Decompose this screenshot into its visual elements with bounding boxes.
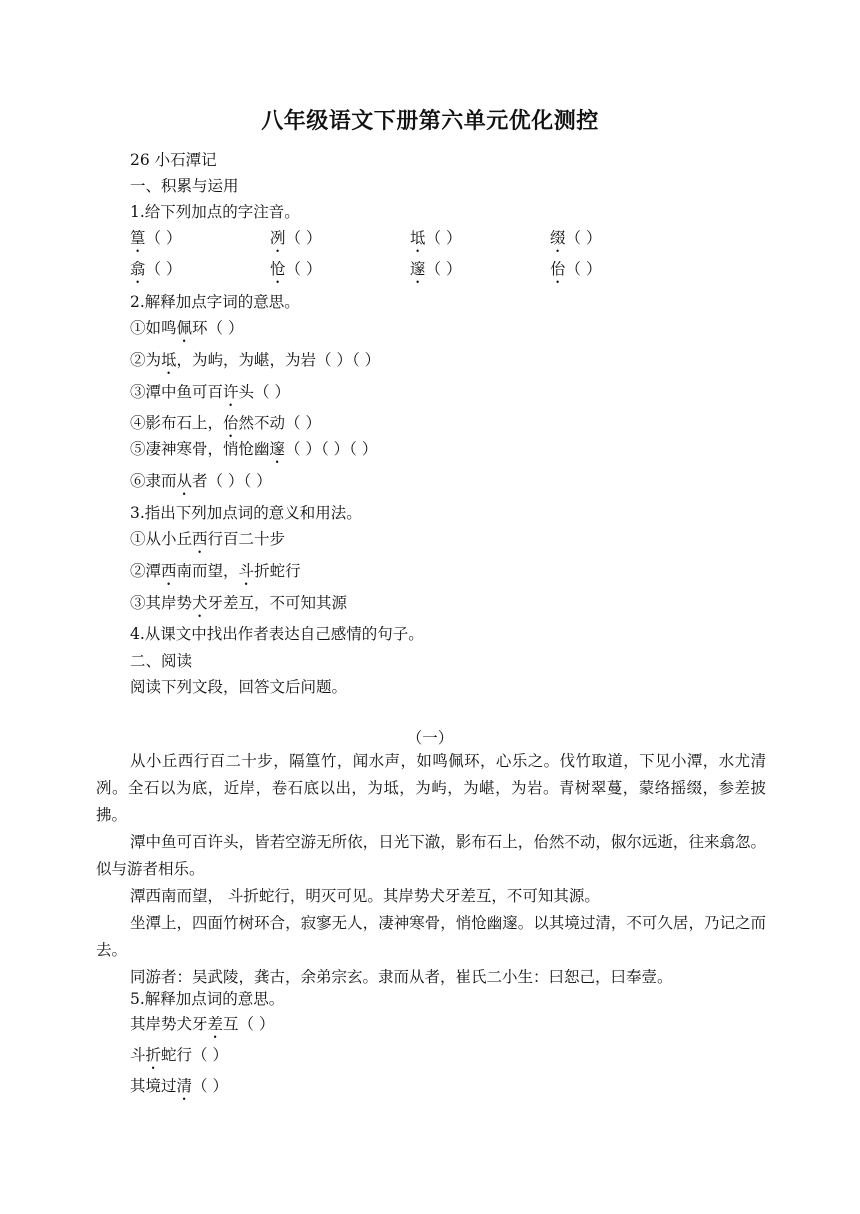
question-2-item: ⑤凄神寒骨，悄怆幽邃（ ）（ ）（ ） (130, 440, 378, 458)
question-3-prompt: 3.指出下列加点词的意义和用法。 (130, 504, 362, 522)
dotted-char: 坻 (410, 229, 426, 247)
question-2-item: ①如鸣佩环（ ） (130, 319, 244, 337)
answer-blank: （ ） (425, 229, 462, 247)
dotted-char: 邃 (269, 440, 286, 458)
dotted-char: 西 (161, 562, 177, 580)
pinyin-item (550, 259, 601, 287)
dotted-char: 许 (223, 383, 239, 401)
dotted-char: 缀 (550, 229, 566, 247)
dotted-char: 折 (145, 1046, 162, 1064)
passage-paragraph: 潭西南而望， 斗折蛇行，明灭可见。其岸势犬牙差互，不可知其源。 (130, 887, 600, 905)
answer-blank: （ ） (285, 229, 322, 247)
answer-blank: （ ） (145, 260, 182, 278)
answer-blank: （ ） (145, 229, 182, 247)
dotted-char: 佩 (176, 319, 193, 337)
pinyin-item (130, 228, 181, 256)
passage-paragraph: 从小丘西行百二十步，隔篁竹，闻水声，如鸣佩环，心乐之。伐竹取道，下见小潭，水尤清冽。全石以为底，近岸，卷石底以出，为坻，为屿，为嵁，为岩。青树翠蔓，蒙络摇缀，参差披拂。 (96, 752, 766, 824)
reading-instruction: 阅读下列文段，回答文后问题。 (130, 678, 348, 696)
pinyin-item (130, 259, 181, 287)
question-5-item: 其境过清（ ） (130, 1077, 228, 1095)
question-5-item: 其岸势犬牙差互（ ） (130, 1015, 275, 1033)
lesson-heading: 26 小石潭记 (130, 151, 217, 169)
passage-paragraph: 同游者：吴武陵，龚古，余弟宗玄。隶而从者，崔氏二小生：曰恕己，曰奉壹。 (130, 968, 673, 986)
section-heading-1: 一、积累与运用 (130, 177, 239, 195)
pinyin-item (550, 228, 601, 256)
dotted-char: 翕 (130, 260, 146, 278)
question-2-item: ⑥隶而从者（ ）（ ） (130, 472, 272, 490)
question-5-item: 斗折蛇行（ ） (130, 1046, 228, 1064)
answer-blank: （ ） (565, 229, 602, 247)
question-2-item: ③潭中鱼可百许头（ ） (130, 383, 290, 401)
dotted-char: 冽 (270, 229, 286, 247)
dotted-char: 佁 (223, 414, 239, 432)
document-title: 八年级语文下册第六单元优化测控 (261, 109, 599, 134)
question-3-item: ①从小丘西行百二十步 (130, 530, 286, 548)
pinyin-item (410, 228, 461, 256)
section-heading-2: 二、阅读 (130, 652, 193, 670)
question-3-item: ②潭西南而望，斗折蛇行 (130, 562, 301, 580)
question-5-prompt: 5.解释加点词的意思。 (130, 990, 285, 1008)
dotted-char: 佁 (550, 260, 566, 278)
dotted-char: 犬 (192, 594, 208, 612)
dotted-char: 从 (176, 472, 193, 490)
dotted-char: 差 (207, 1015, 224, 1033)
dotted-char: 清 (176, 1077, 193, 1095)
answer-blank: （ ） (425, 260, 462, 278)
dotted-char: 邃 (410, 260, 426, 278)
pinyin-item (410, 259, 461, 287)
question-3-item: ③其岸势犬牙差互，不可知其源 (130, 594, 348, 612)
pinyin-item (270, 228, 321, 256)
question-2-item: ④影布石上，佁然不动（ ） (130, 414, 321, 432)
answer-blank: （ ） (565, 260, 602, 278)
pinyin-item (270, 259, 321, 287)
dotted-char: 篁 (130, 229, 146, 247)
passage-title: （一） (406, 729, 454, 747)
dotted-char: 怆 (270, 260, 286, 278)
question-4-prompt: 4.从课文中找出作者表达自己感情的句子。 (130, 625, 424, 643)
dotted-char: 坻 (161, 351, 177, 369)
dotted-char: 斗 (238, 562, 255, 580)
passage-paragraph: 坐潭上，四面竹树环合，寂寥无人，凄神寒骨，悄怆幽邃。以其境过清，不可久居，乃记之而去。 (96, 914, 766, 959)
passage-paragraph: 潭中鱼可百许头，皆若空游无所依，日光下澈，影布石上，佁然不动，俶尔远逝，往来翕忽。似与游者相乐。 (96, 833, 766, 878)
question-2-prompt: 2.解释加点字词的意思。 (130, 293, 300, 311)
dotted-char: 西 (192, 530, 208, 548)
question-2-item: ②为坻，为屿，为嵁，为岩（ ）（ ） (130, 351, 381, 369)
question-1-prompt: 1.给下列加点的字注音。 (130, 203, 300, 221)
answer-blank: （ ） (285, 260, 322, 278)
